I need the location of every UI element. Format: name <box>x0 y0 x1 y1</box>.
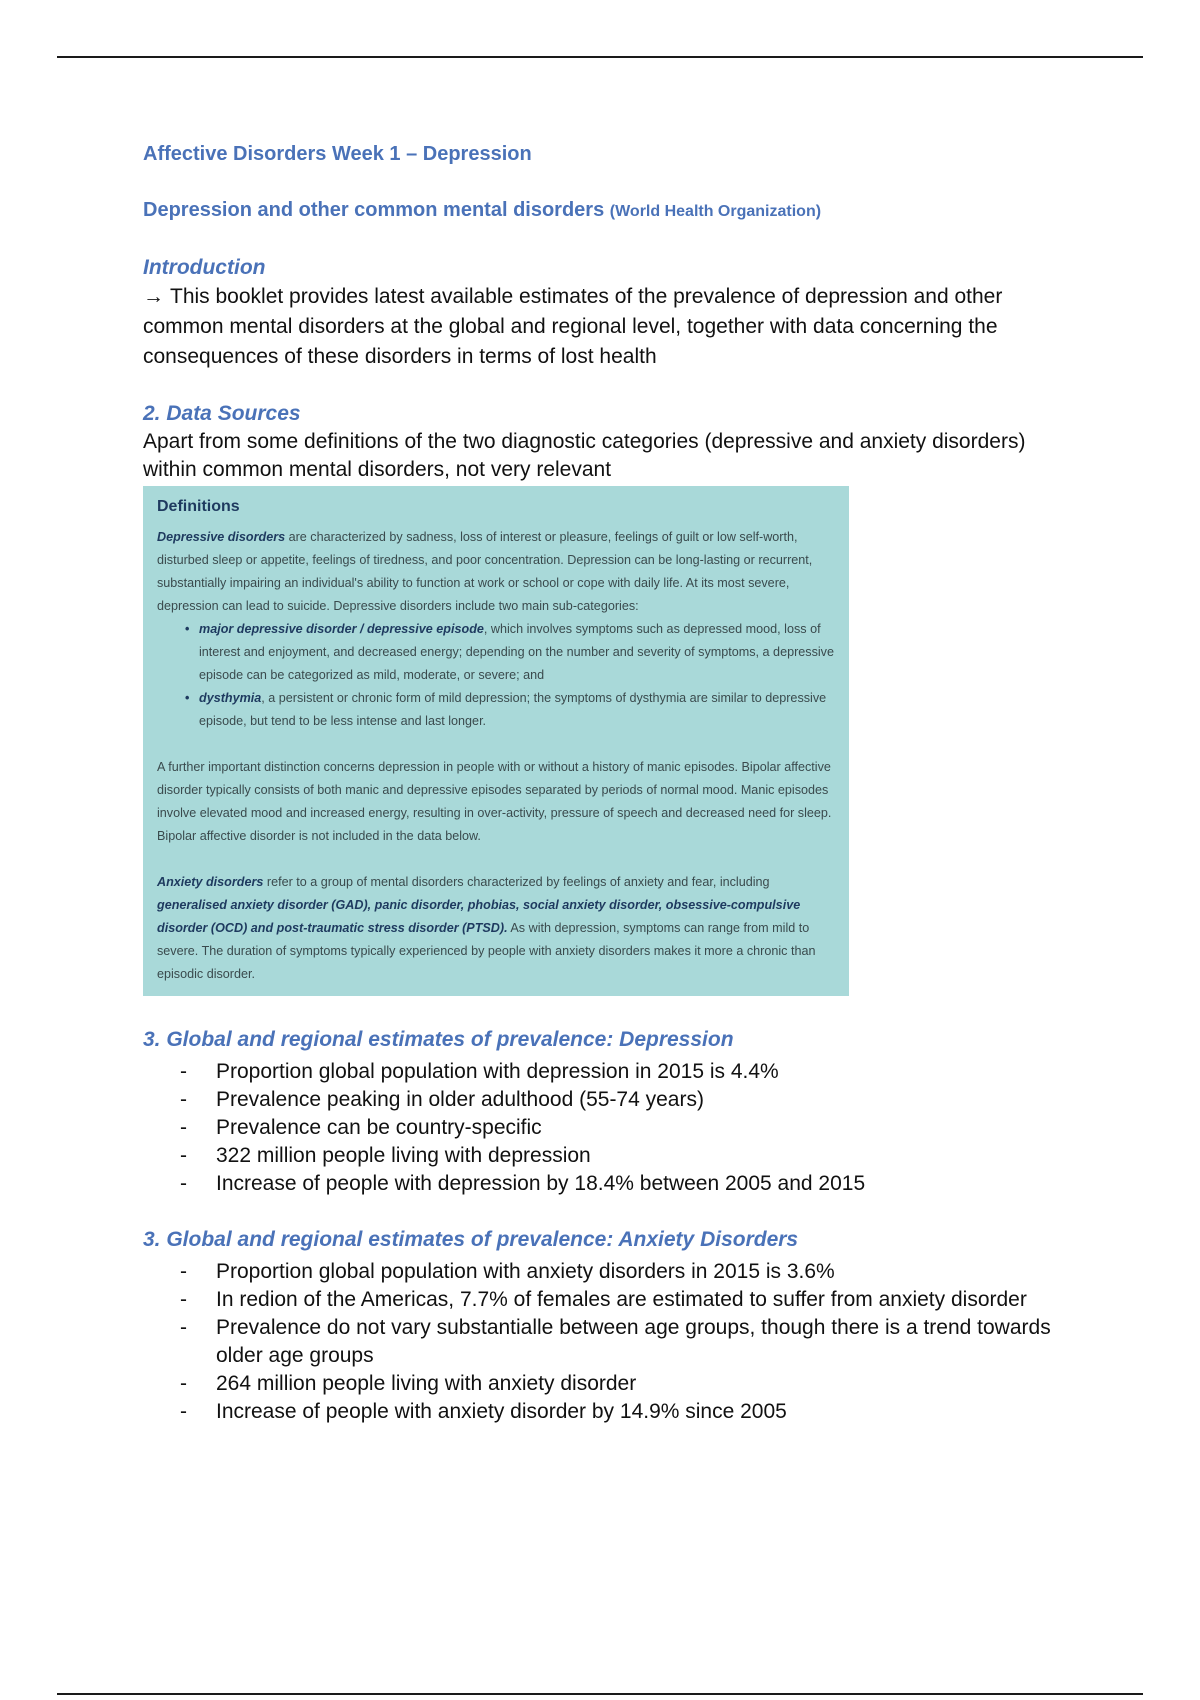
list-item <box>143 1286 1073 1314</box>
dash-bullet: - <box>180 1316 187 1339</box>
dash-bullet: - <box>180 1372 187 1395</box>
dash-bullet: - <box>180 1172 187 1195</box>
spacer <box>157 848 835 871</box>
intro-text: This booklet provides latest available estimates of the prevalence of depression and other common mental disorders at the global and regional level, together with data concerning the consequences of these disorders in terms of lost health <box>143 285 1003 368</box>
list-item-text: In redion of the Americas, 7.7% of females are estimated to suffer from anxiety disorder <box>216 1288 1027 1311</box>
list-item <box>143 1114 1073 1142</box>
subtitle-org: (World Health Organization) <box>609 203 822 220</box>
depressive-subcategories <box>157 618 835 733</box>
bullet-icon: • <box>185 691 190 705</box>
bullet-icon: • <box>185 622 190 636</box>
global-depression-list <box>143 1058 1073 1198</box>
intro-paragraph <box>143 282 1073 372</box>
anxiety-text-1: refer to a group of mental disorders characterized by feelings of anxiety and fear, including <box>263 875 770 889</box>
page-title: Affective Disorders Week 1 – Depression <box>143 143 532 165</box>
list-item <box>143 1058 1073 1086</box>
dash-bullet: - <box>180 1260 187 1283</box>
list-item-text: Prevalence peaking in older adulthood (55-74 years) <box>216 1088 704 1111</box>
list-item-text: Increase of people with depression by 18.4% between 2005 and 2015 <box>216 1172 866 1195</box>
list-item <box>143 1258 1073 1286</box>
dash-bullet: - <box>180 1116 187 1139</box>
anxiety-text-2: As with depression, symptoms can range from mild to severe. The duration of symptoms typically experienced by people with anxiety disorders makes it more a chronic than episodic disorder. <box>157 921 816 981</box>
dash-bullet: - <box>180 1060 187 1083</box>
list-item-text: Prevalence do not vary substantialle between age groups, though there is a trend towards older age groups <box>216 1316 1051 1367</box>
anxiety-term: Anxiety disorders <box>157 875 264 889</box>
list-item-text: Proportion global population with anxiety disorders in 2015 is 3.6% <box>216 1260 835 1283</box>
list-item-text: Proportion global population with depression in 2015 is 4.4% <box>216 1060 779 1083</box>
dash-bullet: - <box>180 1144 187 1167</box>
list-item <box>143 1398 1073 1426</box>
anxiety-definition <box>157 871 835 986</box>
dash-bullet: - <box>180 1288 187 1311</box>
depressive-term: Depressive disorders <box>157 530 286 544</box>
list-item <box>143 1086 1073 1114</box>
spacer <box>157 733 835 756</box>
dash-bullet: - <box>180 1400 187 1423</box>
global-anxiety-heading: 3. Global and regional estimates of prevalence: Anxiety Disorders <box>143 1228 799 1251</box>
definitions-box <box>143 486 849 996</box>
top-rule <box>57 56 1143 58</box>
intro-heading: Introduction <box>143 256 266 279</box>
bottom-rule <box>57 1693 1143 1695</box>
list-item <box>143 1170 1073 1198</box>
list-item <box>143 1370 1073 1398</box>
subcategory-text: , which involves symptoms such as depressed mood, loss of interest and enjoyment, and decreased energy; depending on the number and severity of symptoms, a depressive episode can be categorized as mild, moderate, or severe; and <box>199 622 834 682</box>
list-item-text: Increase of people with anxiety disorder by 14.9% since 2005 <box>216 1400 787 1423</box>
list-item-text: 322 million people living with depression <box>216 1144 591 1167</box>
list-item <box>143 1314 1073 1370</box>
depressive-definition <box>157 526 835 618</box>
subtitle-text: Depression and other common mental disorders <box>143 199 605 221</box>
subcategory-term: major depressive disorder / depressive episode <box>199 622 484 636</box>
document-body <box>143 140 1073 1426</box>
document-subtitle <box>143 196 1073 226</box>
list-item <box>143 1142 1073 1170</box>
global-anxiety-list <box>143 1258 1073 1426</box>
list-item <box>185 687 835 733</box>
subcategory-term: dysthymia <box>199 691 262 705</box>
subcategory-text: , a persistent or chronic form of mild depression; the symptoms of dysthymia are similar to depressive episode, but tend to be less intense and last longer. <box>199 691 827 728</box>
arrow-icon: → <box>143 285 164 308</box>
global-depression-heading: 3. Global and regional estimates of prevalence: Depression <box>143 1028 734 1051</box>
dash-bullet: - <box>180 1088 187 1111</box>
data-sources-heading: 2. Data Sources <box>143 402 301 425</box>
bipolar-paragraph: A further important distinction concerns depression in people with or without a history of manic episodes. Bipolar affective disorder typically consists of both manic and depressive episodes separated by periods of normal mood. Manic episodes involve elevated mood and increased energy, resulting in over-activity, pressure of speech and decreased need for sleep. Bipolar affective disorder is not included in the data below. <box>157 760 832 843</box>
list-item <box>185 618 835 687</box>
list-item-text: 264 million people living with anxiety disorder <box>216 1372 637 1395</box>
definitions-title: Definitions <box>157 498 240 515</box>
list-item-text: Prevalence can be country-specific <box>216 1116 542 1139</box>
anxiety-subtypes: generalised anxiety disorder (GAD), panic disorder, phobias, social anxiety disorder, obsessive-compulsive disorder (OCD) and post-traumatic stress disorder (PTSD). <box>157 898 801 935</box>
data-sources-paragraph: Apart from some definitions of the two diagnostic categories (depressive and anxiety disorders) within common mental disorders, not very relevant <box>143 430 1026 481</box>
depressive-text: are characterized by sadness, loss of interest or pleasure, feelings of guilt or low self-worth, disturbed sleep or appetite, feelings of tiredness, and poor concentration. Depression can be long-lasting or recurrent, substantially impairing an individual's ability to function at work or school or cope with daily life. At its most severe, depression can lead to suicide. Depressive disorders include two main sub-categories: <box>157 530 813 613</box>
